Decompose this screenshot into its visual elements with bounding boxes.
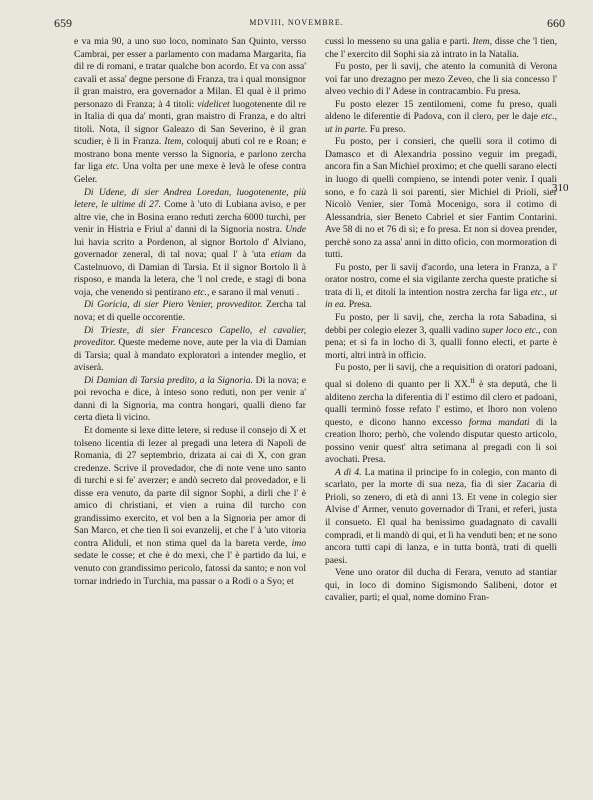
italic-text: etiam	[270, 249, 292, 261]
paragraph	[74, 425, 306, 588]
text-run: Una volta per une mexe è levà le ofese contra Geler.	[74, 161, 306, 186]
italic-text: Item,	[164, 136, 184, 148]
text-run: cussì lo messeno su una galia e parti.	[325, 36, 473, 47]
paragraph	[325, 467, 557, 567]
text-run: Fu posto, per i consieri, che quelli sora il cotimo di Damasco et di Alexandria possino veguir im pregadi, ancora fin a San Michiel proximo; et che quelli sarano electi in luogo di quelli compieno, se intendi poter venir. I quali sono, e fo cazà li soi parenti, sier Michiel di Prioli, sier Nicolò Venier, sier Tomà Mocenigo, sora il cotimo di Alessandria, sier Beneto Cabriel et sier Fantim Contarini. Ave 58 di no et 76 di sì; e fo presa. Et non si dovea prender, perchè sono za assa' anni in ditto oficio, con mormoration di tutti.	[325, 136, 557, 261]
italic-text: imo	[291, 537, 306, 549]
text-run: e sarano il mal venuti .	[209, 286, 300, 298]
text-run: di la creation lhoro; perhò, che volendo disputar questo articolo, possino venir quest' altra setimana al pregadi con li soi avochati. Presa.	[325, 416, 557, 466]
text-run: Zercha tal nova; et di quelle occorentie.	[74, 299, 306, 324]
italic-text: Di Damian di Tarsia predito, a la Signoria.	[84, 374, 253, 386]
italic-text: etc.,	[193, 286, 210, 298]
paragraph	[325, 61, 557, 99]
text-run: e va mia 90, a uno suo loco, nominato San Quinto, versso Cambrai, per esser a parlamento con madama Margarita, fia dil re di romani, e tratar qualche bon acordo. Et va con assa' cavali et assa' degne persone di Franza, tra i qual monsignor il gran maistro, era governador a Milan. El qual è il primo personazo di Franza; à 4 titoli:	[74, 36, 306, 110]
text-run: Come à 'uto di Lubiana aviso, e per altre vie, che in Bosina erano reduti zercha 6000 turchi, per venir in Histria e Friul a' danni di la Signoria nostra.	[74, 199, 306, 236]
paragraph	[74, 187, 306, 300]
paragraph	[325, 262, 557, 312]
page-header	[0, 16, 593, 32]
page-number-left: 659	[54, 16, 72, 30]
text-run: Fu preso.	[367, 123, 406, 135]
italic-text: etc.	[105, 161, 120, 173]
text-run: La matina il principe fo in colegio, con manto di scarlato, per la morte di sua neza, fia di sier Zacaria di Prioli, so zenero, di età di anni 13. Et vene in colegio sier Alvise d' Armer, venuto governador di Trani, et referi, justa il consueto. El qual ha benissimo guadagnato di cavalli compradi, et li mandò di qui, et lì ha venduti ben; et ne sono ancora tutti capi di lanza, e in tutta bontà, trati di quelli paesi.	[325, 466, 557, 566]
text-run: Et domente si lexe ditte letere, si reduse il consejo di X et tolseno licentia di lezer al pregadi una letera di Napoli de Romania, di 27 septembrio, drizata ai cai di X, con gran credenze. Scrive il provedador, che di note vene uno santo di turchi e si fe' averzer; e andò secreto dal provedador, e li disse era venuto, da parte dil signor Sophi, a dirli che l' è amico di christiani, et vien a ruina dil turcho con grandissimo exercito, et vol ben a la Signoria per amor di San Marco, et che tien lì soi evanzelij, et che l' à 'uto vitoria contra Aliduli, et non stima quel da la bareta verde,	[74, 424, 306, 549]
text-run: Queste medeme nove, aute per la via di Damian di Tarsia; qual à mandato exploratori a intender meglio, et aviserà.	[74, 337, 306, 374]
text-run: Presa.	[346, 299, 372, 311]
paragraph	[74, 375, 306, 425]
italic-text: etc., ut in parte.	[325, 111, 557, 135]
italic-text: videlicet	[197, 98, 230, 110]
text-run: Fu posto elezer 15 zentilomeni, come fu preso, quali aldeno le diferentie di Padova, con il clero, per le daje	[325, 98, 557, 123]
text-run: lui havia scrito a Pordenon, al signor Bortolo d' Alviano, governador zeneral, di tal nova; qual l' à 'uta	[74, 236, 306, 261]
page-number-right: 660	[547, 16, 565, 30]
italic-text: etc., ut in ea.	[325, 286, 557, 311]
italic-text: forma mandati	[468, 416, 530, 428]
text-run: con pena; et si fa in locho di 3, qualli fonno electi, et parte è morti, altri intrà in officio.	[325, 324, 557, 361]
paragraph	[74, 36, 306, 187]
italic-text: A dì 4.	[335, 466, 362, 478]
running-title: MDVIII, NOVEMBRE.	[249, 18, 344, 27]
text-run: Fu posto, per li savij, che a requisition di oratori padoani, qual si doleno di quanto per li XX.	[325, 362, 557, 390]
text-run: Di la nova; e poi revocha e dice, à inteso sono reduti, non per venir a' danni di la Signoria, ma contra hongari, qualli dieno far certa dieta lì vicino.	[74, 374, 306, 424]
italic-text: super loco etc.,	[481, 324, 541, 336]
italic-text: Di Trieste, di sier Francesco Capello, el cavalier, proveditor.	[74, 324, 306, 349]
italic-text: Di Goricia, di sier Piero Venier, provveditor.	[84, 299, 263, 311]
text-run: è sta deputà, che li alditeno zercha la diferentia di l' estimo dil clero et padoani, qualli terminò fosse refato l' estimo, et lhoro non voleno questo, e dicono hanno excesso	[325, 378, 557, 428]
italic-text: Unde	[285, 224, 306, 236]
text-run: Vene uno orator dil ducha di Ferara, venuto ad stantiar qui, in loco di domino Sigismondo Salibeni, dotor et cavalier, partì; el qual, nome domino Fran-	[325, 567, 557, 604]
italic-text: Di Udene, di sier Andrea Loredan, luogotenente, più letere, le ultime di 27.	[74, 186, 306, 211]
text-run: Fu posto, per li savij, che atento la comunità di Verona voi far uno drezagno per mezo Zeveo, che li sia concesso l' alveo vechio di l' Adese in contracambio. Fu presa.	[325, 61, 557, 98]
paragraph	[325, 99, 557, 137]
margin-note: 310	[552, 182, 569, 194]
paragraph	[74, 325, 306, 375]
text-run: sedate le cosse; et che è do mexi, che l' è partido da lui, e venuto con grandissimo pericolo, fatossi da santo; e non vol tornar indriedo in Turchia, ma passar o a Rodi o a Syo; et	[74, 550, 306, 587]
text-run: luogotenente dil re in Italia di qua da' monti, gran maistro di Franza, e do altri titoli. Nota, il signor Galeazo di San Severino, è il gran scudier, è lì in Franza.	[74, 98, 306, 148]
text-run: disse che 'l tien, che l' exercito dil Sophi sia zà intrato in la Natalia.	[325, 36, 557, 60]
right-column	[325, 36, 557, 605]
italic-text: Item,	[472, 36, 493, 47]
paragraph	[325, 312, 557, 362]
paragraph	[325, 136, 557, 261]
text-run: Fu posto, per li savij d'acordo, una letera in Franza, a l' orator nostro, come el sia vigilante zercha queste pratiche si trata di lì, et ditoli la intention nostra zercha far liga	[325, 261, 557, 298]
left-column	[74, 36, 306, 588]
paragraph	[325, 362, 557, 467]
paragraph	[74, 299, 306, 324]
text-run: coloquij abuti col re e Roan; e mostrano bona mente versso la Signoria, e parlono zercha far liga	[74, 136, 306, 173]
paragraph	[325, 567, 557, 605]
text-run: da Castelnuovo, di Damian di Tarsia. Et il signor Bortolo lì à risposo, e manda la letera, che 'l nol crede, e stagi di bona voja, che venendo si pentirano	[74, 249, 306, 298]
paragraph	[325, 36, 557, 61]
text-run: Fu posto, per li savij, che, zercha la rota Sabadina, si debbi per colegio elezer 3, qualli vadino	[325, 312, 557, 336]
text-run: ti	[470, 375, 475, 385]
